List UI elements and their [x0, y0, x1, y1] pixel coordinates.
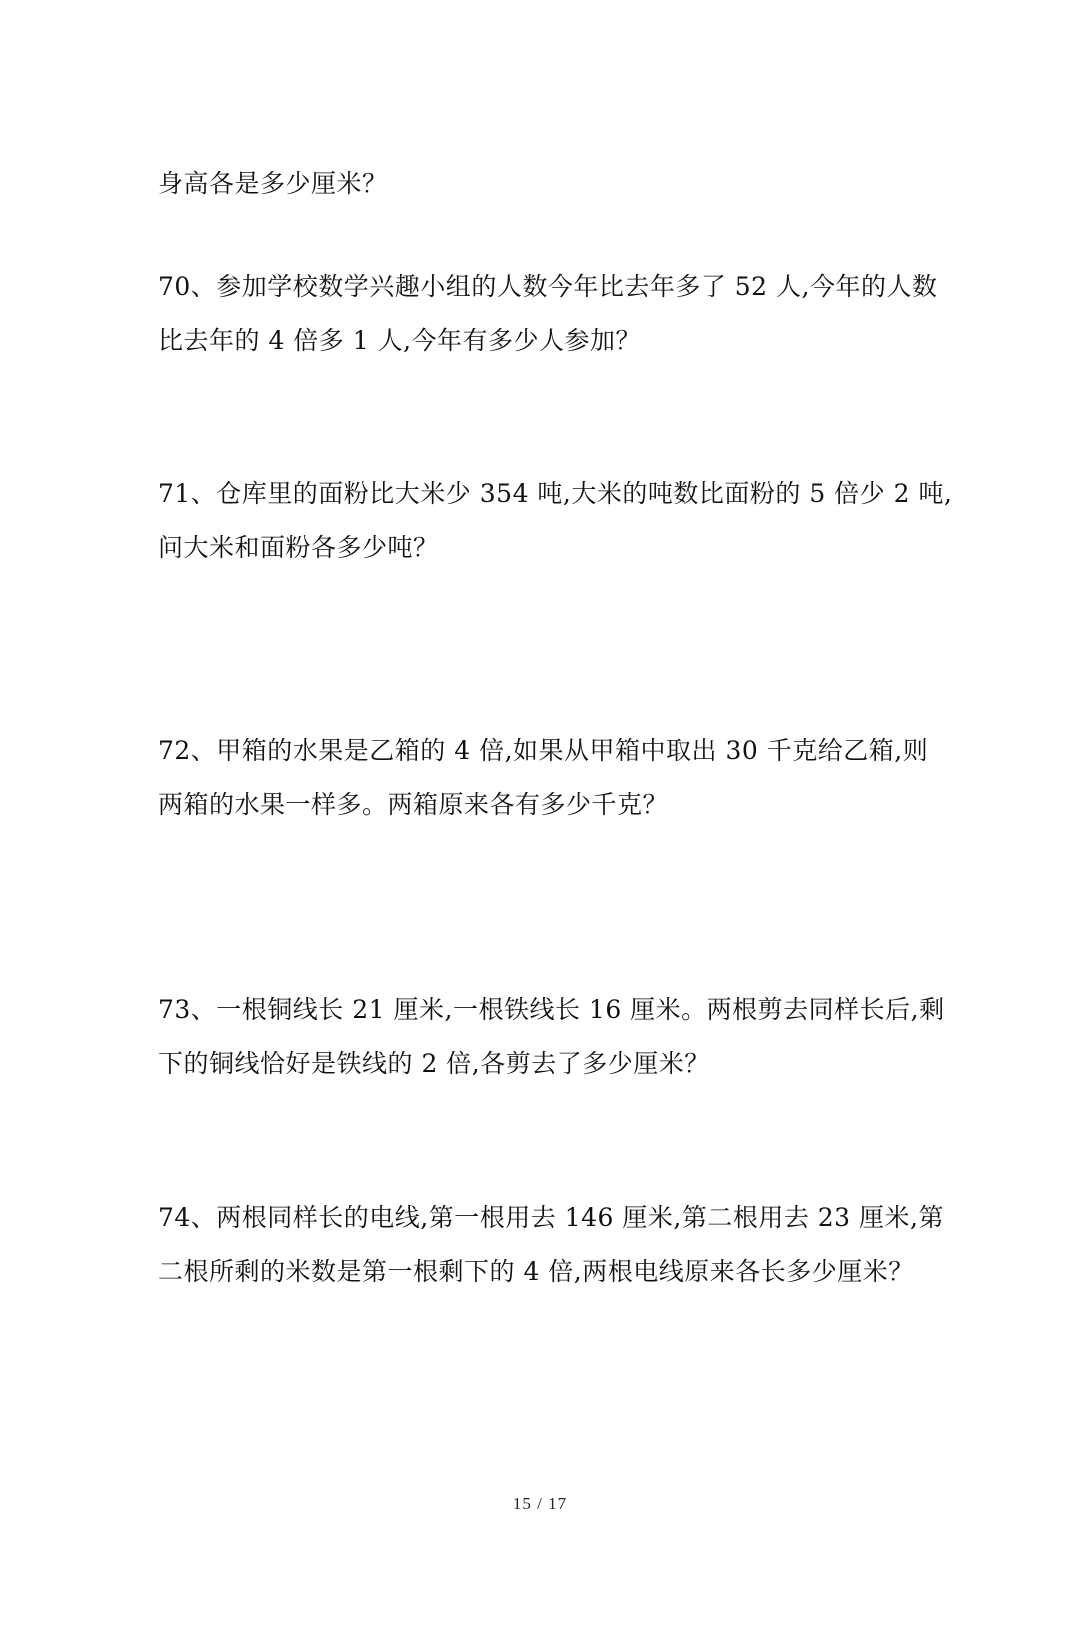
text-line: 72、甲箱的水果是乙箱的 4 倍,如果从甲箱中取出 30 千克给乙箱,则 — [158, 736, 929, 765]
text-line: 74、两根同样长的电线,第一根用去 146 厘米,第二根用去 23 厘米,第 — [158, 1203, 944, 1232]
text-line: 70、参加学校数学兴趣小组的人数今年比去年多了 52 人,今年的人数 — [158, 272, 938, 301]
text-line: 73、一根铜线长 21 厘米,一根铁线长 16 厘米。两根剪去同样长后,剩 — [158, 995, 945, 1024]
problem-73 — [158, 983, 948, 1091]
text-line: 两箱的水果一样多。两箱原来各有多少千克？ — [158, 790, 669, 819]
text-line: 二根所剩的米数是第一根剩下的 4 倍,两根电线原来各长多少厘米？ — [158, 1257, 914, 1286]
problem-72 — [158, 724, 948, 832]
text-line: 下的铜线恰好是铁线的 2 倍,各剪去了多少厘米？ — [158, 1049, 710, 1078]
text-line: 71、仓库里的面粉比大米少 354 吨,大米的吨数比面粉的 5 倍少 2 吨, — [158, 479, 953, 508]
text-line: 比去年的 4 倍多 1 人,今年有多少人参加？ — [158, 326, 642, 355]
text-line: 问大米和面粉各多少吨？ — [158, 533, 439, 562]
text-line: 身高各是多少厘米？ — [158, 169, 388, 198]
problem-70 — [158, 260, 948, 368]
page-number: 15 / 17 — [512, 1494, 568, 1513]
problem-71 — [158, 467, 953, 575]
problem-74 — [158, 1191, 948, 1299]
continuation-text — [158, 157, 948, 211]
